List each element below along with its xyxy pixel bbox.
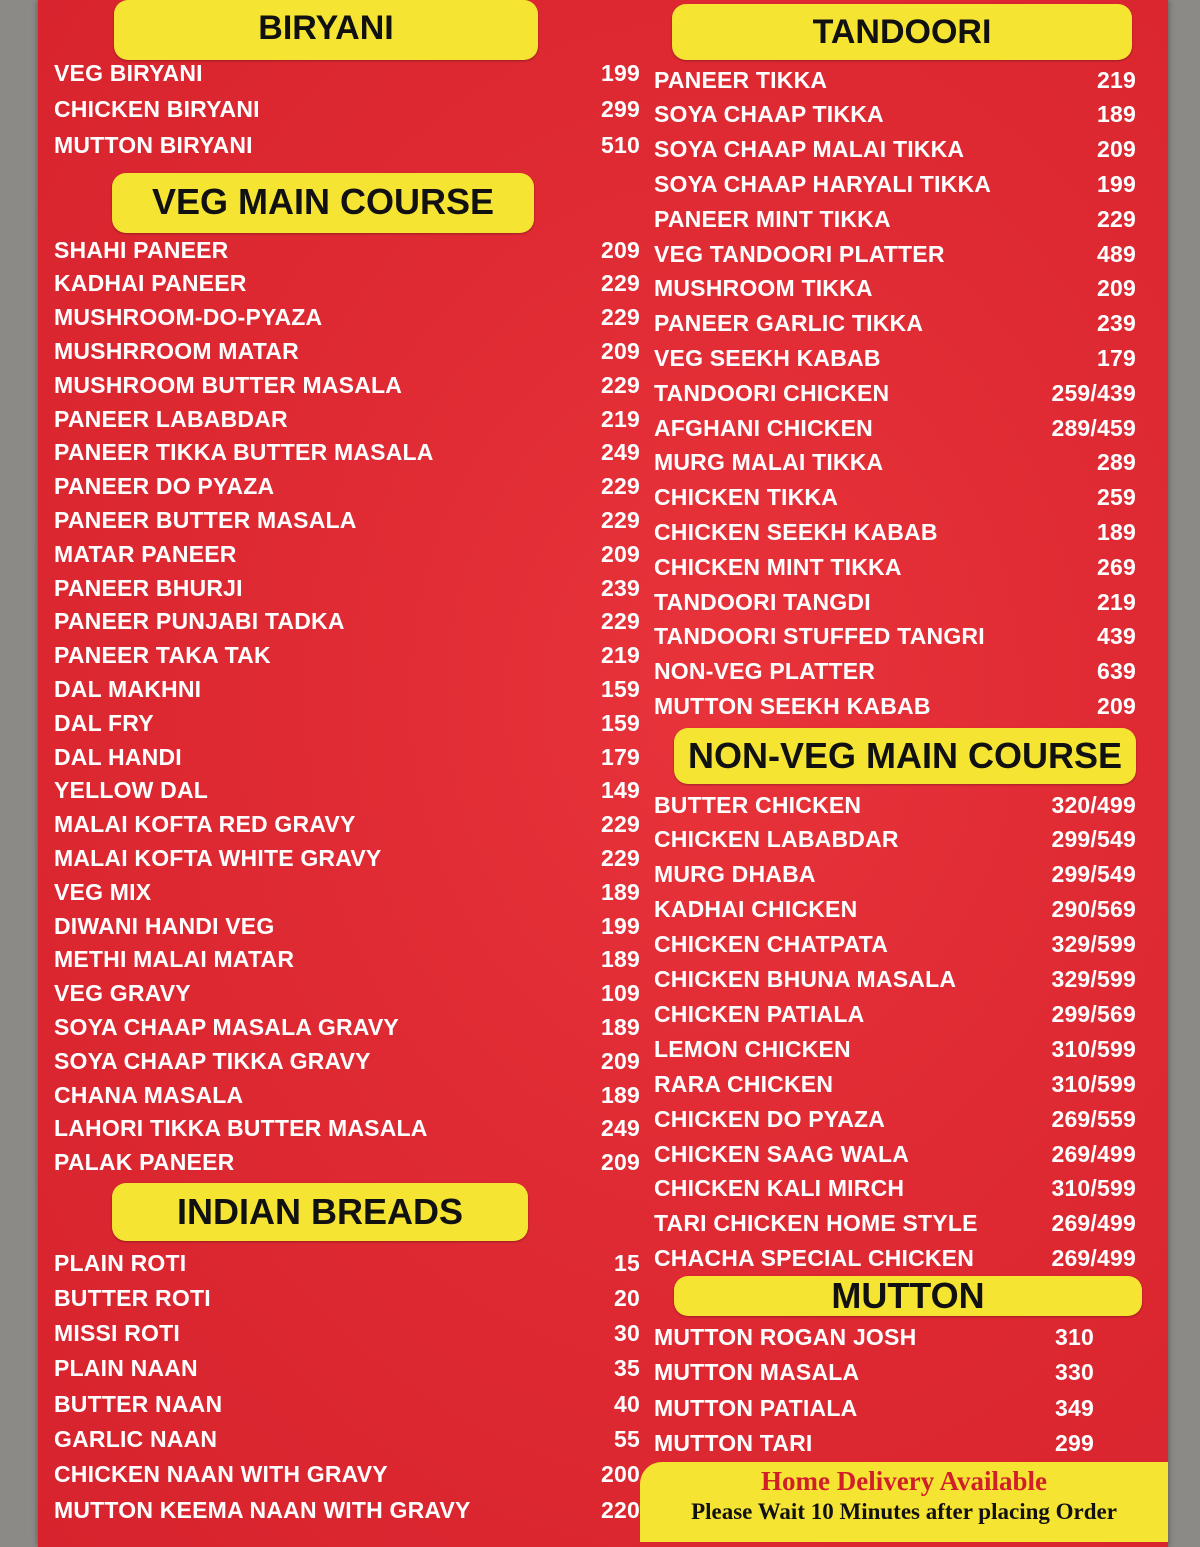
menu-item-name: VEG MIX	[54, 878, 152, 905]
menu-item-price: 299/569	[1051, 1000, 1136, 1027]
menu-item	[654, 411, 1136, 445]
menu-item-price: 639	[1097, 658, 1136, 685]
menu-item-price: 209	[601, 337, 640, 364]
menu-item-price: 310	[1055, 1323, 1094, 1350]
menu-item-price: 299/549	[1051, 861, 1136, 888]
menu-item-price: 219	[1097, 66, 1136, 93]
menu-item	[654, 515, 1136, 549]
menu-item-name: SOYA CHAAP MASALA GRAVY	[54, 1013, 399, 1040]
menu-item-price: 219	[601, 405, 640, 432]
menu-item-name: PANEER GARLIC TIKKA	[654, 310, 924, 337]
menu-item	[54, 233, 640, 267]
menu-item-name: GARLIC NAAN	[54, 1426, 218, 1452]
menu-item-price: 199	[1097, 170, 1136, 197]
menu-item	[54, 943, 640, 977]
menu-item-name: PANEER DO PYAZA	[54, 473, 275, 500]
menu-item-name: MUTTON PATIALA	[654, 1394, 858, 1421]
menu-item-price: 299	[601, 95, 640, 122]
menu-item-price: 229	[601, 844, 640, 871]
menu-item-name: BUTTER ROTI	[54, 1284, 211, 1311]
menu-item-price: 330	[1055, 1359, 1094, 1385]
menu-item	[54, 1078, 640, 1112]
menu-item	[54, 774, 640, 808]
menu-item-price: 229	[601, 473, 640, 500]
menu-item-price: 439	[1097, 623, 1136, 650]
menu-item-price: 290/569	[1051, 896, 1136, 923]
menu-item	[54, 128, 640, 162]
menu-item-name: SOYA CHAAP HARYALI TIKKA	[654, 170, 992, 197]
menu-item-name: CHANA MASALA	[54, 1081, 244, 1108]
menu-item-name: PANEER BHURJI	[54, 574, 243, 601]
menu-item-price: 229	[601, 608, 640, 635]
menu-item	[654, 272, 1136, 306]
menu-item	[654, 1242, 1136, 1276]
menu-item	[654, 237, 1136, 271]
menu-item-price: 40	[614, 1390, 640, 1417]
menu-item	[54, 808, 640, 842]
menu-item-name: MURG DHABA	[654, 861, 816, 888]
menu-item-price: 299	[1055, 1430, 1094, 1456]
menu-item	[54, 1387, 640, 1421]
menu-item-name: BUTTER CHICKEN	[654, 791, 862, 818]
menu-item-name: MUSHROOM BUTTER MASALA	[54, 371, 403, 398]
menu-item-name: PANEER BUTTER MASALA	[54, 506, 357, 533]
menu-item-name: CHICKEN MINT TIKKA	[654, 553, 902, 580]
menu-item-price: 109	[601, 980, 640, 1007]
menu-item-price: 189	[1097, 101, 1136, 128]
menu-item-price: 179	[1097, 344, 1136, 371]
menu-item-name: DAL HANDI	[54, 743, 182, 770]
menu-item	[654, 1032, 1136, 1066]
menu-item-name: PANEER LABABDAR	[54, 405, 288, 432]
menu-item	[54, 1281, 640, 1315]
menu-item	[654, 376, 1136, 410]
menu-item	[654, 1102, 1136, 1136]
menu-item	[54, 639, 640, 673]
menu-item-name: PLAIN NAAN	[54, 1355, 198, 1382]
menu-item-name: MUSHRROOM MATAR	[54, 337, 299, 364]
menu-item-name: TARI CHICKEN HOME STYLE	[654, 1210, 978, 1237]
menu-item	[54, 1423, 640, 1457]
menu-item-price: 259/439	[1051, 379, 1136, 406]
menu-item-price: 199	[601, 59, 640, 86]
menu-item-name: PANEER MINT TIKKA	[654, 205, 891, 232]
menu-item-name: CHICKEN SEEKH KABAB	[654, 518, 938, 545]
section-banner-biryani: BIRYANI	[114, 0, 538, 60]
menu-item	[654, 1172, 1136, 1206]
menu-item-price: 20	[614, 1284, 640, 1311]
menu-item	[54, 92, 640, 126]
menu-item	[654, 1137, 1136, 1171]
menu-item-price: 159	[601, 709, 640, 736]
menu-item-price: 209	[601, 540, 640, 567]
menu-item	[54, 1352, 640, 1386]
menu-item	[654, 1427, 1136, 1461]
menu-item	[654, 893, 1136, 927]
menu-item-price: 200	[601, 1461, 640, 1488]
menu-item-price: 289	[1097, 449, 1136, 476]
menu-item	[654, 1067, 1136, 1101]
menu-item-price: 289/459	[1051, 414, 1136, 441]
menu-item-name: CHICKEN PATIALA	[654, 1000, 865, 1027]
menu-item-price: 269/559	[1051, 1105, 1136, 1132]
menu-item	[654, 788, 1136, 822]
menu-item	[654, 620, 1136, 654]
menu-item-name: VEG TANDOORI PLATTER	[654, 240, 945, 267]
menu-item-name: MUTTON ROGAN JOSH	[654, 1323, 917, 1350]
section-banner-veg-main-course: VEG MAIN COURSE	[112, 173, 534, 233]
menu-item-price: 269/499	[1051, 1245, 1136, 1272]
menu-item-name: PANEER TIKKA	[654, 66, 828, 93]
menu-item-name: CHICKEN DO PYAZA	[654, 1105, 886, 1132]
menu-item-price: 209	[1097, 136, 1136, 163]
menu-item	[654, 585, 1136, 619]
menu-item	[54, 402, 640, 436]
home-delivery-text: Home Delivery Available	[761, 1466, 1047, 1496]
menu-item-name: DIWANI HANDI VEG	[54, 912, 275, 939]
menu-item-price: 55	[614, 1426, 640, 1452]
menu-item-name: TANDOORI TANGDI	[654, 588, 871, 615]
menu-item	[654, 133, 1136, 167]
menu-item-name: MATAR PANEER	[54, 540, 237, 567]
menu-item-price: 229	[601, 270, 640, 297]
menu-item-price: 269	[1097, 553, 1136, 580]
menu-item-price: 249	[601, 1115, 640, 1142]
menu-item-price: 35	[614, 1355, 640, 1382]
menu-item	[54, 977, 640, 1011]
menu-item	[54, 503, 640, 537]
menu-item-price: 209	[1097, 275, 1136, 302]
menu-item-name: RARA CHICKEN	[654, 1070, 834, 1097]
menu-item-price: 199	[601, 912, 640, 939]
menu-item-name: NON-VEG PLATTER	[654, 658, 876, 685]
menu-item-name: MUTTON TARI	[654, 1430, 813, 1456]
menu-item	[654, 823, 1136, 857]
menu-item-price: 30	[614, 1320, 640, 1347]
menu-item-price: 209	[1097, 692, 1136, 719]
menu-item	[54, 740, 640, 774]
menu-item-name: PALAK PANEER	[54, 1149, 235, 1176]
menu-item	[654, 446, 1136, 480]
menu-item	[654, 655, 1136, 689]
menu-item-price: 239	[1097, 310, 1136, 337]
menu-item	[654, 963, 1136, 997]
menu-item-price: 149	[601, 777, 640, 804]
menu-item-name: SOYA CHAAP TIKKA	[654, 101, 884, 128]
menu-item-price: 229	[601, 811, 640, 838]
menu-item-name: METHI MALAI MATAR	[54, 946, 295, 973]
menu-item-price: 269/499	[1051, 1140, 1136, 1167]
menu-item	[54, 1317, 640, 1351]
menu-item-name: MUTTON BIRYANI	[54, 131, 253, 158]
menu-item-price: 229	[601, 371, 640, 398]
menu-item-name: MUTTON SEEKH KABAB	[654, 692, 931, 719]
menu-item	[654, 1356, 1136, 1390]
menu-item-price: 189	[601, 878, 640, 905]
menu-item	[54, 672, 640, 706]
menu-item	[54, 605, 640, 639]
menu-item-name: SOYA CHAAP MALAI TIKKA	[654, 136, 965, 163]
menu-item	[654, 997, 1136, 1031]
menu-item-price: 329/599	[1051, 966, 1136, 992]
menu-item-price: 209	[601, 1149, 640, 1176]
menu-item-name: CHICKEN LABABDAR	[654, 826, 899, 853]
menu-item-name: CHACHA SPECIAL CHICKEN	[654, 1245, 975, 1272]
menu-item	[54, 706, 640, 740]
menu-item-name: VEG GRAVY	[54, 980, 191, 1007]
menu-item-name: VEG SEEKH KABAB	[654, 344, 881, 371]
menu-item-name: MISSI ROTI	[54, 1320, 180, 1347]
menu-item	[654, 1320, 1136, 1354]
menu-item-name: DAL FRY	[54, 709, 154, 736]
menu-item-name: TANDOORI CHICKEN	[654, 379, 890, 406]
menu-item	[54, 470, 640, 504]
menu-item-name: VEG BIRYANI	[54, 59, 203, 86]
menu-item	[654, 98, 1136, 132]
menu-item-name: MALAI KOFTA RED GRAVY	[54, 811, 356, 838]
menu-item	[54, 1044, 640, 1078]
menu-item-name: MUTTON MASALA	[654, 1359, 860, 1385]
menu-item	[54, 301, 640, 335]
menu-item-name: KADHAI CHICKEN	[654, 896, 858, 923]
menu-item-price: 229	[1097, 205, 1136, 232]
menu-item	[654, 481, 1136, 515]
menu-item-name: CHICKEN TIKKA	[654, 484, 839, 511]
menu-item	[654, 550, 1136, 584]
menu-sheet	[38, 0, 1168, 1547]
menu-item-price: 249	[601, 439, 640, 466]
menu-item-name: YELLOW DAL	[54, 777, 209, 804]
section-banner-non-veg-main-course: NON-VEG MAIN COURSE	[674, 728, 1136, 784]
wait-notice-text: Please Wait 10 Minutes after placing Order	[691, 1499, 1117, 1524]
menu-item	[54, 56, 640, 90]
menu-item-price: 489	[1097, 240, 1136, 267]
menu-item-name: PLAIN ROTI	[54, 1249, 187, 1276]
menu-item-price: 239	[601, 574, 640, 601]
menu-item-price: 189	[601, 1013, 640, 1040]
menu-item-name: AFGHANI CHICKEN	[654, 414, 873, 441]
menu-item-price: 219	[601, 642, 640, 669]
menu-item-price: 189	[601, 946, 640, 973]
menu-item-name: CHICKEN KALI MIRCH	[654, 1175, 905, 1202]
menu-item-price: 229	[601, 304, 640, 331]
menu-item-price: 189	[601, 1081, 640, 1108]
menu-item	[654, 63, 1136, 97]
menu-item	[654, 1207, 1136, 1241]
menu-item	[654, 1391, 1136, 1425]
menu-item-price: 189	[1097, 518, 1136, 545]
menu-item-price: 220	[601, 1496, 640, 1523]
menu-item	[54, 1112, 640, 1146]
menu-item-price: 299/549	[1051, 826, 1136, 853]
footer-banner	[640, 1462, 1168, 1542]
menu-item-name: BUTTER NAAN	[54, 1390, 223, 1417]
section-banner-tandoori: TANDOORI	[672, 4, 1132, 60]
menu-item-name: LAHORI TIKKA BUTTER MASALA	[54, 1115, 428, 1142]
menu-item	[654, 167, 1136, 201]
menu-item-name: MALAI KOFTA WHITE GRAVY	[54, 844, 382, 871]
menu-item-name: PANEER TIKKA BUTTER MASALA	[54, 439, 434, 466]
menu-item-price: 329/599	[1051, 931, 1136, 958]
menu-item	[654, 928, 1136, 962]
menu-item-name: MURG MALAI TIKKA	[654, 449, 884, 476]
menu-item-price: 229	[601, 506, 640, 533]
menu-item-name: CHICKEN NAAN WITH GRAVY	[54, 1461, 388, 1488]
menu-item-name: CHICKEN CHATPATA	[654, 931, 889, 958]
menu-item	[54, 875, 640, 909]
menu-item	[54, 334, 640, 368]
section-banner-mutton: MUTTON	[674, 1276, 1142, 1316]
menu-item	[654, 307, 1136, 341]
section-banner-indian-breads: INDIAN BREADS	[112, 1183, 528, 1241]
menu-item	[54, 1458, 640, 1492]
menu-item-price: 310/599	[1051, 1175, 1136, 1202]
menu-item-price: 209	[601, 1047, 640, 1074]
menu-item-name: PANEER PUNJABI TADKA	[54, 608, 345, 635]
menu-item-price: 310/599	[1051, 1035, 1136, 1062]
menu-item	[54, 1493, 640, 1527]
menu-item	[54, 267, 640, 301]
menu-item-name: MUTTON KEEMA NAAN WITH GRAVY	[54, 1496, 471, 1523]
menu-item	[654, 689, 1136, 723]
menu-item-price: 269/499	[1051, 1210, 1136, 1237]
menu-item-name: TANDOORI STUFFED TANGRI	[654, 623, 985, 650]
menu-item-name: CHICKEN BIRYANI	[54, 95, 260, 122]
menu-item-price: 320/499	[1051, 791, 1136, 818]
menu-item	[654, 341, 1136, 375]
menu-item	[654, 858, 1136, 892]
menu-item-price: 310/599	[1051, 1070, 1136, 1097]
menu-item	[54, 537, 640, 571]
menu-item-price: 15	[614, 1249, 640, 1276]
menu-item-price: 349	[1055, 1394, 1094, 1421]
menu-item-price: 510	[601, 131, 640, 158]
menu-item	[54, 909, 640, 943]
menu-item	[54, 368, 640, 402]
menu-item-name: SOYA CHAAP TIKKA GRAVY	[54, 1047, 371, 1074]
menu-item-name: DAL MAKHNI	[54, 675, 202, 702]
menu-item	[54, 436, 640, 470]
menu-item-name: CHICKEN SAAG WALA	[654, 1140, 910, 1167]
menu-item-name: KADHAI PANEER	[54, 270, 247, 297]
menu-item	[54, 1010, 640, 1044]
menu-item-price: 159	[601, 675, 640, 702]
menu-item-name: CHICKEN BHUNA MASALA	[654, 966, 957, 992]
menu-item-price: 209	[601, 236, 640, 263]
menu-item-price: 219	[1097, 588, 1136, 615]
menu-item	[54, 1146, 640, 1180]
menu-item-name: LEMON CHICKEN	[654, 1035, 851, 1062]
menu-item-name: MUSHROOM TIKKA	[654, 275, 873, 302]
menu-item	[654, 202, 1136, 236]
menu-item-name: SHAHI PANEER	[54, 236, 229, 263]
menu-item	[54, 1246, 640, 1280]
menu-item	[54, 841, 640, 875]
menu-item	[54, 571, 640, 605]
menu-item-name: MUSHROOM-DO-PYAZA	[54, 304, 323, 331]
menu-item-name: PANEER TAKA TAK	[54, 642, 271, 669]
menu-item-price: 259	[1097, 484, 1136, 511]
menu-item-price: 179	[601, 743, 640, 770]
